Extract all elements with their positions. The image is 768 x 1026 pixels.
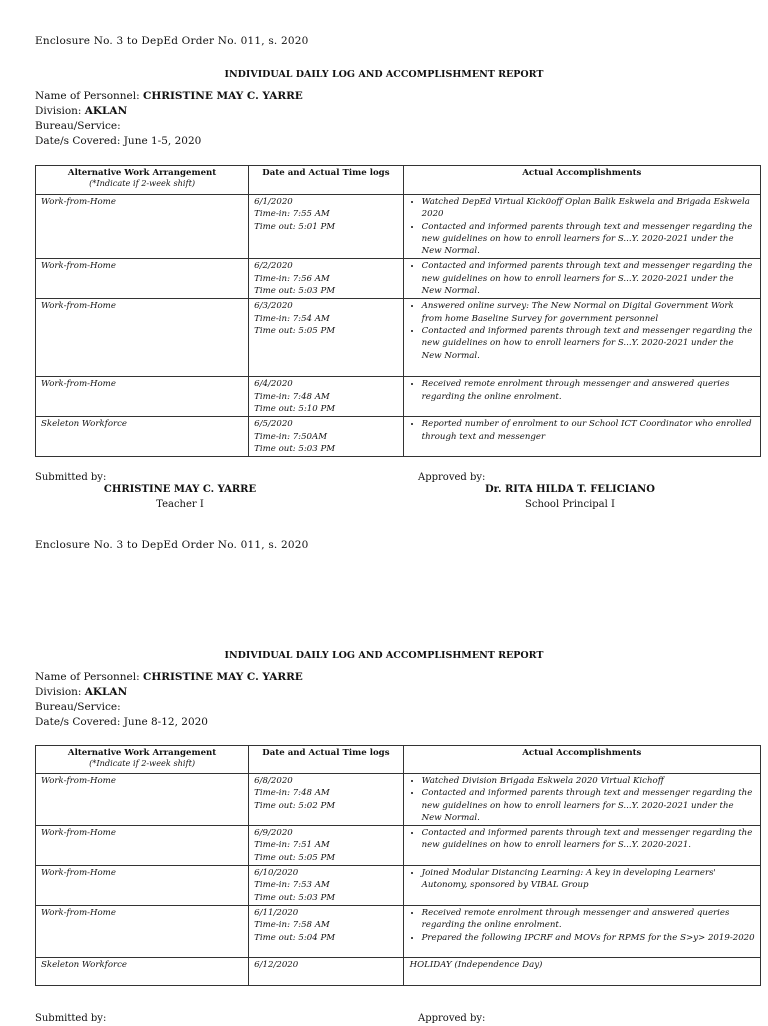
personnel-info <box>35 670 303 730</box>
name-line: Name of Personnel: CHRISTINE MAY C. YARRE <box>35 671 303 683</box>
report-title: INDIVIDUAL DAILY LOG AND ACCOMPLISHMENT REPORT <box>224 650 544 661</box>
arrangement-cell: Work-from-Home <box>36 377 249 417</box>
header-accomplishments: Actual Accomplishments <box>403 166 760 195</box>
log-date: 6/4/2020 <box>254 379 293 390</box>
arrangement-cell: Work-from-Home <box>36 195 249 259</box>
daily-log-table <box>35 745 761 986</box>
log-date: 6/5/2020 <box>254 419 293 430</box>
personnel-name: CHRISTINE MAY C. YARRE <box>143 671 303 683</box>
division-name: AKLAN <box>84 105 128 117</box>
daily-log-table <box>35 165 761 457</box>
table-row <box>36 774 761 826</box>
time-in: Time-in: 7:56 AM <box>254 273 330 284</box>
time-log-cell <box>249 774 403 826</box>
accomplishment-cell <box>403 299 760 377</box>
dates-line: Date/s Covered: June 1-5, 2020 <box>35 135 202 147</box>
dates-line: Date/s Covered: June 8-12, 2020 <box>35 716 208 728</box>
arrangement-cell: Work-from-Home <box>36 866 249 906</box>
time-out: Time out: 5:05 PM <box>254 852 336 863</box>
accomplishment-cell <box>403 905 760 957</box>
accomplishment-cell <box>403 417 760 457</box>
time-in: Time-in: 7:51 AM <box>254 840 330 851</box>
time-in: Time-in: 7:54 AM <box>254 313 330 324</box>
dates-covered: June 1-5, 2020 <box>123 135 202 147</box>
list-item: • Watched Division Brigada Eskwela 2020 Virtual Kichoff <box>422 775 755 787</box>
time-out: Time out: 5:04 PM <box>254 932 336 943</box>
arrangement-cell: Skeleton Workforce <box>36 957 249 985</box>
log-date: 6/12/2020 <box>254 959 299 970</box>
personnel-name: CHRISTINE MAY C. YARRE <box>143 90 303 102</box>
accomplishment-text: HOLIDAY (Independence Day) <box>409 959 543 970</box>
table-row <box>36 417 761 457</box>
time-out: Time out: 5:03 PM <box>254 892 336 903</box>
time-in: Time-in: 7:55 AM <box>254 209 330 220</box>
log-date: 6/1/2020 <box>254 197 293 207</box>
accomplishment-cell <box>403 866 760 906</box>
list-item: • Contacted and informed parents through text and messenger regarding the new guidelines on how to enroll learners for S...Y. 2020-2021 under the New Normal. <box>422 787 755 824</box>
accomplishment-list <box>410 300 755 361</box>
accomplishment-list <box>410 827 755 852</box>
list-item: • Prepared the following IPCRF and MOVs for RPMS for the S>y> 2019-2020 <box>422 932 755 944</box>
submitter-name: CHRISTINE MAY C. YARRE <box>103 484 257 495</box>
list-item: • Answered online survey: The New Normal on Digital Government Work from home Baseline Survey for government personnel <box>422 300 755 325</box>
approved-by-block: Approved by: <box>418 1013 486 1024</box>
table-row <box>36 259 761 299</box>
time-out: Time out: 5:03 PM <box>254 443 336 454</box>
list-item: • Joined Modular Distancing Learning: A key in developing Learners' Autonomy, sponsored by VIBAL Group <box>422 867 755 892</box>
header-arrangement: Alternative Work Arrangement (*Indicate if 2-week shift) <box>36 746 249 774</box>
table-row <box>36 957 761 985</box>
accomplishment-list <box>410 260 755 297</box>
accomplishment-cell <box>403 774 760 826</box>
time-log-cell <box>249 417 403 457</box>
approver-name: Dr. RITA HILDA T. FELICIANO <box>485 484 655 495</box>
bureau-line: Bureau/Service: <box>35 120 121 132</box>
time-out: Time out: 5:01 PM <box>254 221 336 232</box>
approver-role: School Principal I <box>525 499 615 510</box>
time-log-cell <box>249 826 403 866</box>
table-row <box>36 195 761 259</box>
time-log-cell <box>249 957 403 985</box>
time-in: Time-in: 7:50AM <box>254 431 328 442</box>
accomplishment-cell <box>403 259 760 299</box>
submitted-signatory <box>35 482 325 512</box>
accomplishment-list <box>410 378 755 403</box>
submitter-role: Teacher I <box>156 499 204 510</box>
list-item: • Contacted and informed parents through text and messenger regarding the new guidelines on how to enroll learners for S...Y. 2020-2021 under the New Normal. <box>422 260 755 297</box>
time-out: Time out: 5:02 PM <box>254 800 336 811</box>
approved-by-block: Approved by: <box>418 472 486 483</box>
accomplishment-list <box>410 196 755 257</box>
arrangement-cell: Work-from-Home <box>36 259 249 299</box>
report-title: INDIVIDUAL DAILY LOG AND ACCOMPLISHMENT REPORT <box>224 69 544 80</box>
accomplishment-list <box>410 907 755 944</box>
time-log-cell <box>249 195 403 259</box>
table-row <box>36 866 761 906</box>
time-out: Time out: 5:05 PM <box>254 325 336 336</box>
time-in: Time-in: 7:58 AM <box>254 920 330 931</box>
accomplishment-cell <box>403 826 760 866</box>
accomplishment-cell <box>403 377 760 417</box>
arrangement-cell: Work-from-Home <box>36 905 249 957</box>
dates-covered: June 8-12, 2020 <box>123 716 208 728</box>
table-row <box>36 826 761 866</box>
enclosure-note: Enclosure No. 3 to DepEd Order No. 011, s. 2020 <box>35 35 309 47</box>
log-date: 6/10/2020 <box>254 868 299 879</box>
division-name: AKLAN <box>84 686 128 698</box>
accomplishment-list <box>410 867 755 892</box>
approved-signatory <box>420 482 720 512</box>
accomplishment-cell <box>403 195 760 259</box>
header-arrangement: Alternative Work Arrangement (*Indicate if 2-week shift) <box>36 166 249 195</box>
log-date: 6/9/2020 <box>254 828 293 839</box>
time-log-cell <box>249 259 403 299</box>
log-date: 6/2/2020 <box>254 261 293 272</box>
list-item: • Contacted and informed parents through text and messenger regarding the new guidelines on how to enroll learners for S...Y. 2020-2021 under the New Normal. <box>422 325 755 362</box>
arrangement-cell: Skeleton Workforce <box>36 417 249 457</box>
list-item: • Contacted and informed parents through text and messenger regarding the new guidelines on how to enroll learners for S...Y. 2020-2021 under the New Normal. <box>422 221 755 258</box>
enclosure-note: Enclosure No. 3 to DepEd Order No. 011, s. 2020 <box>35 539 309 551</box>
list-item: • Watched DepEd Virtual Kick0off Oplan Balik Eskwela and Brigada Eskwela 2020 <box>422 196 755 221</box>
header-accomplishments: Actual Accomplishments <box>403 746 760 774</box>
table-row <box>36 299 761 377</box>
time-log-cell <box>249 905 403 957</box>
arrangement-cell: Work-from-Home <box>36 826 249 866</box>
header-time-logs: Date and Actual Time logs <box>249 166 403 195</box>
division-line: Division: AKLAN <box>35 105 128 117</box>
time-log-cell <box>249 866 403 906</box>
arrangement-cell: Work-from-Home <box>36 774 249 826</box>
time-in: Time-in: 7:53 AM <box>254 880 330 891</box>
time-log-cell <box>249 299 403 377</box>
list-item: • Received remote enrolment through messenger and answered queries regarding the online enrolment. <box>422 378 755 403</box>
table-header-row <box>36 166 761 195</box>
accomplishment-list <box>410 418 755 443</box>
time-in: Time-in: 7:48 AM <box>254 391 330 402</box>
table-row <box>36 377 761 417</box>
time-out: Time out: 5:03 PM <box>254 286 336 297</box>
log-date: 6/11/2020 <box>254 907 299 918</box>
submitted-by-block: Submitted by: <box>35 1013 107 1024</box>
division-line: Division: AKLAN <box>35 686 128 698</box>
list-item: • Contacted and informed parents through text and messenger regarding the new guidelines on how to enroll learners for S...Y. 2020-2021. <box>422 827 755 852</box>
bureau-line: Bureau/Service: <box>35 701 121 713</box>
time-log-cell <box>249 377 403 417</box>
list-item: • Received remote enrolment through messenger and answered queries regarding the online enrolment. <box>422 907 755 932</box>
table-row <box>36 905 761 957</box>
personnel-info <box>35 89 303 149</box>
name-line: Name of Personnel: CHRISTINE MAY C. YARRE <box>35 90 303 102</box>
list-item: • Reported number of enrolment to our School ICT Coordinator who enrolled through text and messenger <box>422 418 755 443</box>
log-date: 6/3/2020 <box>254 301 293 312</box>
log-date: 6/8/2020 <box>254 776 293 786</box>
accomplishment-cell <box>403 957 760 985</box>
time-out: Time out: 5:10 PM <box>254 403 336 414</box>
header-time-logs: Date and Actual Time logs <box>249 746 403 774</box>
arrangement-cell: Work-from-Home <box>36 299 249 377</box>
submitted-by-block: Submitted by: <box>35 472 107 483</box>
time-in: Time-in: 7:48 AM <box>254 788 330 799</box>
table-header-row <box>36 746 761 774</box>
accomplishment-list <box>410 775 755 824</box>
